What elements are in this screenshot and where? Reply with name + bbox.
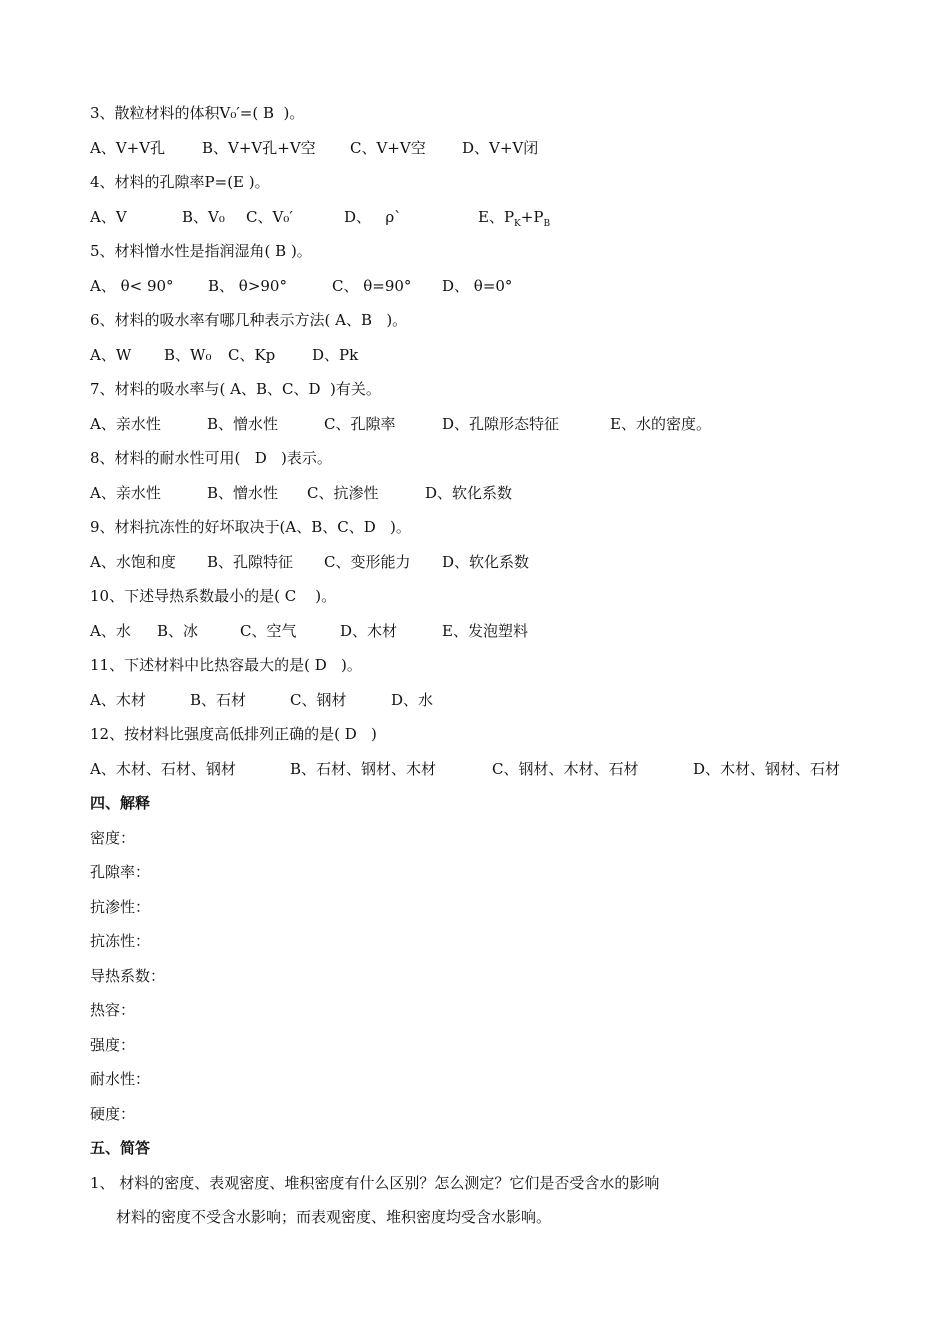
question-12-stem: 12、按材料比强度高低排列正确的是( D ) [90, 725, 377, 743]
option-a: A、 θ< 90° [90, 277, 174, 295]
option-e: E、$P_K+P_B$ [478, 208, 551, 229]
option-a: A、V [90, 208, 127, 226]
option-b: B、石材 [190, 691, 247, 709]
option-c: C、空气 [240, 622, 297, 640]
option-d: D、 θ=0° [442, 277, 513, 295]
option-a: A、水 [90, 622, 131, 640]
term-thermal-conductivity: 导热系数： [90, 967, 166, 985]
option-b: B、 θ>90° [208, 277, 287, 295]
option-d: D、水 [391, 691, 434, 709]
option-c: C、V+V空 [350, 139, 426, 157]
section-5-heading: 五、简答 [90, 1139, 151, 1157]
question-5-stem: 5、材料憎水性是指润湿角( B )。 [90, 242, 312, 260]
option-b: B、W₀ [164, 346, 212, 364]
section-4-heading: 四、解释 [90, 794, 151, 812]
term-heat-capacity: 热容： [90, 1001, 136, 1019]
option-b: B、憎水性 [207, 415, 279, 433]
question-9-stem: 9、材料抗冻性的好坏取决于(A、B、C、D )。 [90, 518, 411, 536]
term-strength: 强度： [90, 1036, 136, 1054]
question-9-options [90, 552, 850, 572]
question-11-stem: 11、下述材料中比热容最大的是( D )。 [90, 656, 362, 674]
question-11-options [90, 690, 850, 710]
option-a: A、木材 [90, 691, 146, 709]
option-b: B、冰 [157, 622, 199, 640]
short-answer-question-1: 1、 材料的密度、表观密度、堆积密度有什么区别？怎么测定？它们是否受含水的影响 [90, 1174, 660, 1192]
term-density: 密度： [90, 829, 136, 847]
option-b: B、V+V孔+V空 [202, 139, 316, 157]
option-d: D、V+V闭 [462, 139, 539, 157]
term-water-resistance: 耐水性： [90, 1070, 151, 1088]
option-d: D、软化系数 [425, 484, 513, 502]
option-d: D、Pk [312, 346, 359, 364]
option-a: A、亲水性 [90, 415, 161, 433]
option-b: B、憎水性 [207, 484, 279, 502]
option-c: C、 θ=90° [332, 277, 412, 295]
short-answer-answer-1: 材料的密度不受含水影响；而表观密度、堆积密度均受含水影响。 [116, 1208, 552, 1226]
option-c: C、钢材、木材、石材 [492, 760, 639, 778]
question-6-stem: 6、材料的吸水率有哪几种表示方法( A、B )。 [90, 311, 408, 329]
question-12-options [90, 759, 870, 779]
option-a: A、木材、石材、钢材 [90, 760, 236, 778]
term-porosity: 孔隙率： [90, 863, 151, 881]
term-hardness: 硬度： [90, 1105, 136, 1123]
term-frost-resistance: 抗冻性： [90, 932, 151, 950]
question-8-options [90, 483, 850, 503]
option-c: C、变形能力 [324, 553, 411, 571]
option-d: D、 ρ` [344, 208, 402, 226]
question-3-stem: 3、散粒材料的体积V₀′=( B )。 [90, 104, 305, 122]
question-5-options [90, 276, 850, 296]
option-a: A、W [90, 346, 132, 364]
question-10-stem: 10、下述导热系数最小的是( C )。 [90, 587, 337, 605]
option-d: D、孔隙形态特征 [442, 415, 560, 433]
term-impermeability: 抗渗性： [90, 898, 151, 916]
question-7-options [90, 414, 850, 434]
question-8-stem: 8、材料的耐水性可用( D )表示。 [90, 449, 332, 467]
question-7-stem: 7、材料的吸水率与( A、B、C、D )有关。 [90, 380, 381, 398]
question-10-options [90, 621, 850, 641]
option-a: A、亲水性 [90, 484, 161, 502]
option-a: A、水饱和度 [90, 553, 176, 571]
option-b: B、石材、钢材、木材 [290, 760, 437, 778]
option-d: D、木材、钢材、石材 [693, 760, 841, 778]
option-a: A、V+V孔 [90, 139, 166, 157]
question-4-stem: 4、材料的孔隙率P=(E )。 [90, 173, 270, 191]
option-b: B、孔隙特征 [207, 553, 294, 571]
option-c: C、孔隙率 [324, 415, 396, 433]
option-c: C、V₀′ [246, 208, 293, 226]
option-d: D、木材 [340, 622, 398, 640]
question-3-options [90, 138, 850, 158]
question-4-options [90, 207, 850, 227]
option-c: C、Kp [228, 346, 276, 364]
question-6-options [90, 345, 850, 365]
option-e: E、发泡塑料 [442, 622, 528, 640]
option-d: D、软化系数 [442, 553, 530, 571]
option-e: E、水的密度。 [610, 415, 711, 433]
option-c: C、抗渗性 [307, 484, 379, 502]
option-b: B、V₀ [182, 208, 225, 226]
option-c: C、钢材 [290, 691, 347, 709]
